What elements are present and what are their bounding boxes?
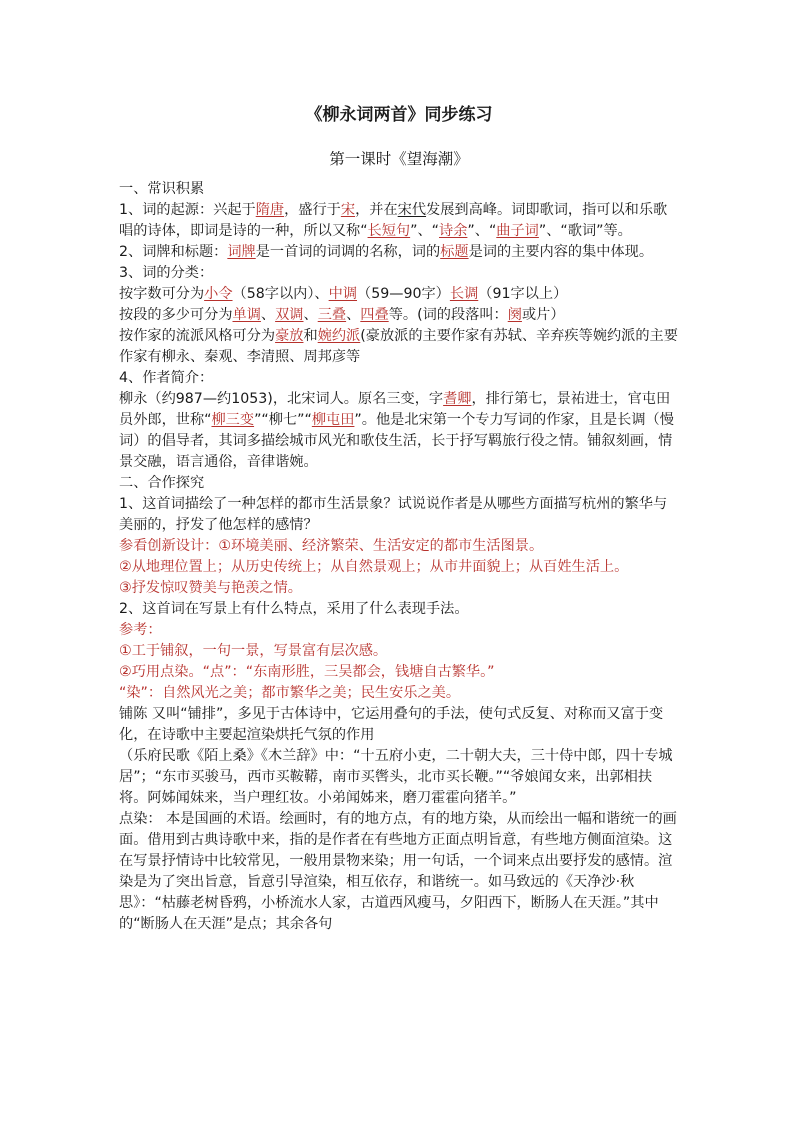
answer-songdai: 宋代 (397, 202, 427, 218)
answer-changduanju: 长短句 (367, 223, 411, 239)
page-subtitle: 第一课时《望海潮》 (329, 150, 469, 168)
text: 按作家的流派风格可分为 (119, 328, 276, 344)
text: （91字以上） (478, 286, 568, 302)
text: 、 (303, 307, 318, 323)
section-heading-1: 一、常识积累 (119, 181, 205, 197)
paragraph-cipai (119, 242, 679, 263)
paragraph-classification: 3、词的分类： (119, 265, 214, 281)
answer-xiaoling: 小令 (204, 286, 233, 302)
page-title: 《柳永词两首》同步练习 (305, 105, 493, 125)
text: 按段的多少可分为 (119, 307, 233, 323)
answer-cipai: 词牌 (227, 244, 256, 260)
text: 和 (303, 328, 318, 344)
answer-liusanbian: 柳三变 (211, 412, 255, 428)
text: ”、“歌词”等。 (538, 223, 632, 239)
note-puchen-example: （乐府民歌《陌上桑》《木兰辞》中：“十五府小吏，二十朝大夫，三十侍中郎，四十专城居”；“东市买骏马，西市买鞍鞯，南市买辔头，北市买长鞭。”“爷娘闻女来，出郭相扶将。阿姊闻妹来，当户理红妆。小弟闻姊来，磨刀霍霍向猪羊。” (119, 748, 673, 806)
text: 或片） (521, 307, 565, 323)
paragraph-by-length (119, 284, 679, 305)
text: ”、“ (410, 223, 440, 239)
answer-2a: ①工于铺叙，一句一景，写景富有层次感。 (119, 643, 388, 659)
text: 按字数可分为 (119, 286, 205, 302)
text: ”。他是北宋第一个专力写词的作家，且是长调（慢词）的倡导者，其词多描绘城市风光和歌伎生活，长于抒写羁旅行役之情。铺叙刻画，情景交融，语言通俗，音律谐婉。 (119, 412, 674, 470)
answer-quzici: 曲子词 (496, 223, 539, 239)
answer-suitang: 隋唐 (255, 202, 285, 218)
answer-sandie: 三叠 (317, 307, 347, 323)
text: ，并在 (355, 202, 398, 218)
paragraph-by-sections (119, 305, 679, 326)
section-heading-2: 二、合作探究 (119, 475, 205, 491)
answer-1b: ②从地理位置上；从历史传统上；从自然景观上；从市井面貌上；从百姓生活上。 (119, 559, 629, 575)
answer-1c: ③抒发惊叹赞美与艳羡之情。 (119, 580, 302, 596)
document-page (119, 96, 679, 935)
answer-1: 参看创新设计：①环境美丽、经济繁荣、生活安定的都市生活图景。 (119, 538, 544, 554)
text: 2、词牌和标题： (119, 244, 228, 260)
answer-2-label: 参考： (119, 622, 162, 638)
answer-que: 阕 (507, 307, 522, 323)
answer-zhongdiao: 中调 (328, 286, 358, 302)
text: 、 (346, 307, 361, 323)
text: 发展到高峰。词即歌词，指可以和乐歌唱的诗体，即词是诗的一种，所以又称“ (119, 202, 668, 239)
answer-2c: “染”：自然风光之美；都市繁华之美；民生安乐之美。 (119, 685, 461, 701)
text: ，盛行于 (284, 202, 341, 218)
answer-song: 宋 (340, 202, 356, 218)
question-2: 2、这首词在写景上有什么特点，采用了什么表现手法。 (119, 601, 469, 617)
text: 、 (260, 307, 276, 323)
answer-haofang: 豪放 (275, 328, 304, 344)
text: 是词的主要内容的集中体现。 (468, 244, 654, 260)
answer-qiqing: 耆卿 (443, 391, 472, 407)
answer-dandiao: 单调 (232, 307, 261, 323)
text: （58字以内）、 (232, 286, 329, 302)
paragraph-author-bio (119, 389, 679, 473)
answer-shiyu: 诗余 (439, 223, 468, 239)
text: ，排行第七，景祐进士，官屯田员外郎，世称“ (119, 391, 671, 428)
note-dianran: 点染： 本是国画的术语。绘画时，有的地方点，有的地方染，从而绘出一幅和谐统一的画面。借用到古典诗歌中来，指的是作者在有些地方正面点明旨意，有些地方侧面渲染。这在写景抒情诗中比较常见，一般用景物来染；用一句话，一个词来点出要抒发的感情。渲染是为了突出旨意，旨意引导渲染，相互依存，和谐统一。如马致远的《天净沙·秋思》：“枯藤老树昏鸦，小桥流水人家，古道西风瘦马，夕阳西下，断肠人在天涯。”其中的“断肠人在天涯”是点；其余各句 (119, 811, 677, 932)
text: 1、词的起源：兴起于 (119, 202, 256, 218)
text: 是一首词的词调的名称，词的 (255, 244, 441, 260)
paragraph-author-heading: 4、作者简介： (119, 370, 214, 386)
answer-liutuntian: 柳屯田 (311, 412, 355, 428)
text: （59—90字） (357, 286, 450, 302)
answer-changdiao: 长调 (449, 286, 479, 302)
text: ”、“ (467, 223, 497, 239)
answer-wanyue: 婉约派 (317, 328, 361, 344)
paragraph-origin (119, 200, 679, 242)
text: (豪放派的主要作家有苏轼、辛弃疾等婉约派的主要作家有柳永、秦观、李清照、周邦彦等 (119, 328, 678, 365)
answer-sidie: 四叠 (360, 307, 389, 323)
paragraph-by-style (119, 326, 679, 368)
note-puchen: 铺陈 又叫“铺排”，多见于古体诗中，它运用叠句的手法，使句式反复、对称而又富于变化，在诗歌中主要起渲染烘托气氛的作用 (119, 706, 664, 743)
text: ”“柳七”“ (254, 412, 312, 428)
text: 等。(词的段落叫： (388, 307, 508, 323)
question-1: 1、这首词描绘了一种怎样的都市生活景象？试说说作者是从哪些方面描写杭州的繁华与美丽的，抒发了他怎样的感情？ (119, 496, 668, 533)
answer-shuangdiao: 双调 (275, 307, 304, 323)
answer-biaoti: 标题 (440, 244, 469, 260)
answer-2b: ②巧用点染。“点”：“东南形胜，三吴都会，钱塘自古繁华。” (119, 664, 495, 680)
text: 柳永（约987—约1053)，北宋词人。原名三变，字 (119, 391, 444, 407)
